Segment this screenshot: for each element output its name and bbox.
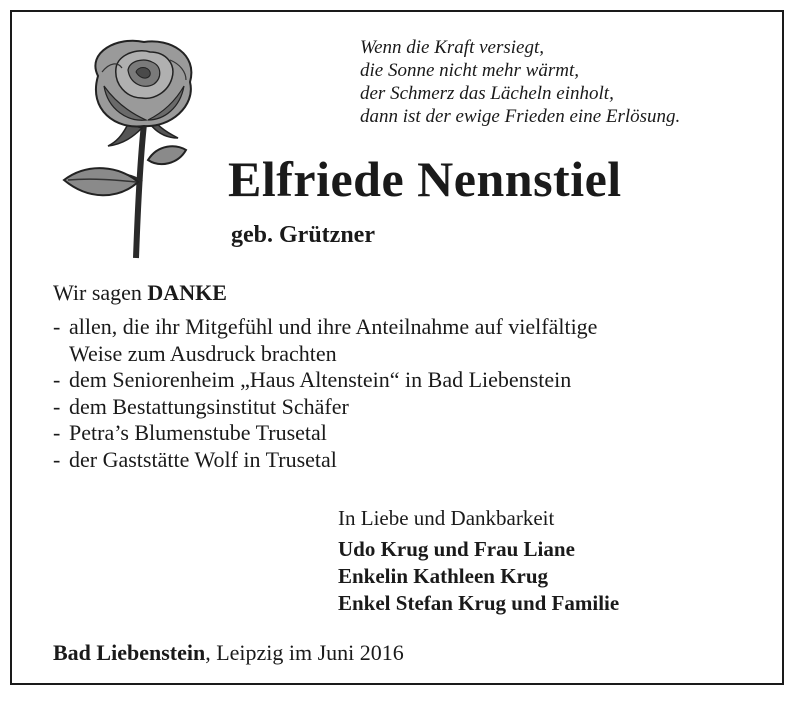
list-dash: - — [53, 393, 61, 419]
signer-name: Udo Krug und Frau Liane — [338, 537, 575, 561]
list-item-text-continued: Weise zum Ausdruck brachten — [69, 340, 337, 366]
thanks-intro: Wir sagen — [53, 280, 142, 305]
poem-line: der Schmerz das Lächeln einholt, — [360, 83, 614, 104]
list-dash: - — [53, 367, 61, 392]
list-dash: - — [53, 446, 61, 472]
list-item — [53, 314, 597, 367]
list-item — [53, 447, 597, 474]
list-item — [53, 420, 597, 447]
list-item-text: allen, die ihr Mitgefühl und ihre Anteilnahme auf vielfältige — [69, 314, 598, 339]
place-and-date — [53, 640, 404, 666]
signer-name: Enkelin Kathleen Krug — [338, 564, 549, 588]
poem-line: Wenn die Kraft versiegt, — [360, 37, 544, 58]
list-item-text: der Gaststätte Wolf in Trusetal — [69, 446, 337, 472]
list-item-text: dem Bestattungsinstitut Schäfer — [69, 393, 349, 419]
list-dash: - — [53, 314, 61, 339]
memorial-poem — [360, 36, 680, 128]
place-bold: Bad Liebenstein — [53, 640, 206, 665]
poem-line: die Sonne nicht mehr wärmt, — [360, 60, 580, 81]
rose-icon — [58, 32, 208, 260]
list-item-text: Petra’s Blumenstube Trusetal — [69, 420, 327, 445]
list-item — [53, 367, 597, 394]
closing-phrase: In Liebe und Dankbarkeit — [338, 506, 555, 530]
list-dash: - — [53, 420, 61, 445]
poem-line: dann ist der ewige Frieden eine Erlösung. — [360, 106, 681, 127]
thanks-heading — [53, 280, 227, 306]
list-item-text: dem Seniorenheim „Haus Altenstein“ in Bad Liebenstein — [69, 367, 572, 392]
place-date-rest: , Leipzig im Juni 2016 — [205, 640, 404, 665]
deceased-name: Elfriede Nennstiel — [228, 151, 622, 207]
maiden-name: geb. Grützner — [231, 222, 375, 248]
thanks-emphasis: DANKE — [147, 280, 227, 305]
signer-name: Enkel Stefan Krug und Familie — [338, 591, 620, 615]
closing-block — [338, 505, 619, 617]
thanks-list — [53, 314, 597, 473]
list-item — [53, 394, 597, 421]
